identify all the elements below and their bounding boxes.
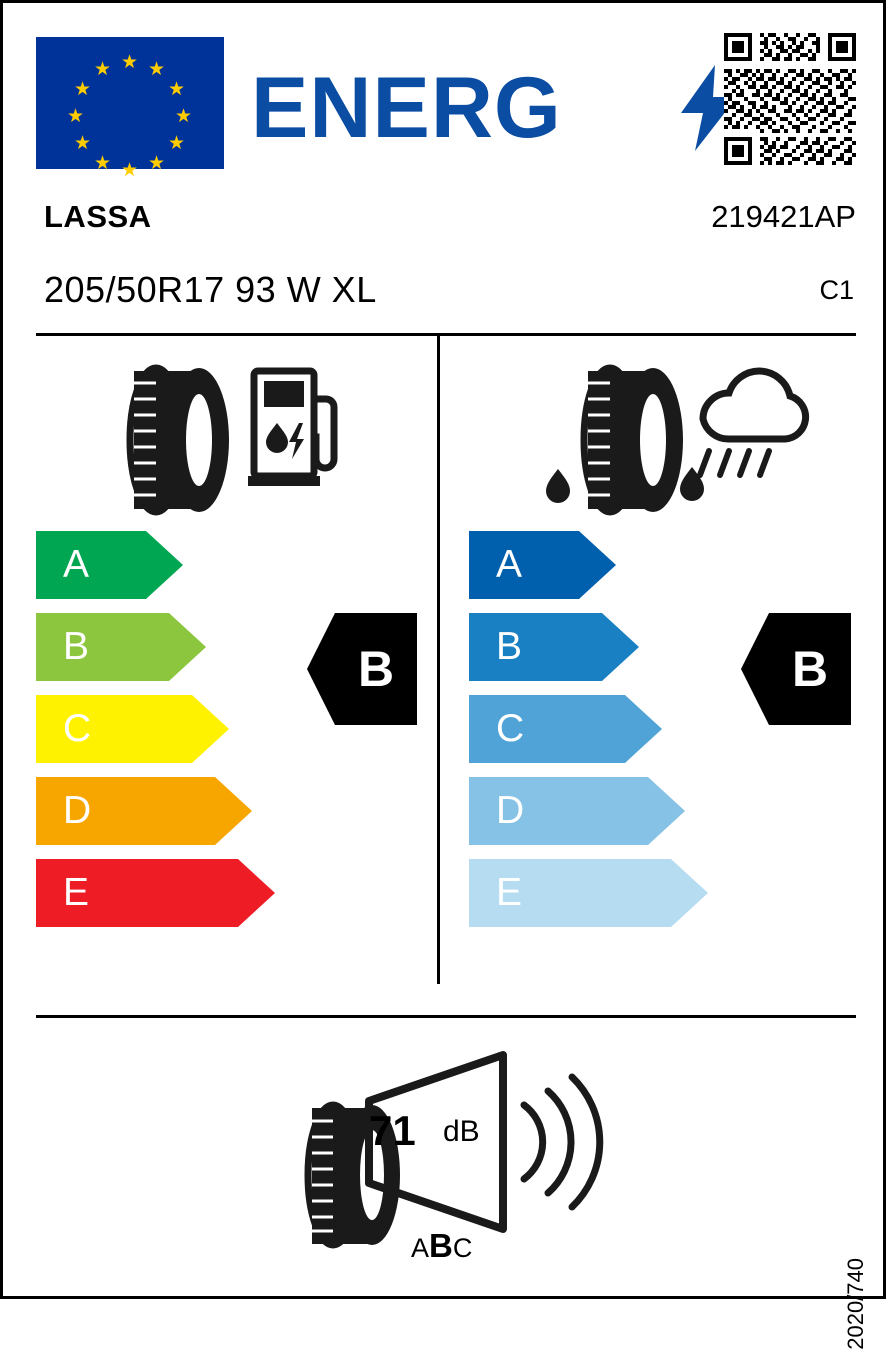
grade-label: D [496, 789, 525, 832]
noise-class-a: A [411, 1233, 430, 1263]
tyre-class: C1 [819, 275, 854, 305]
qr-code-icon [724, 33, 856, 165]
tyre-size: 205/50R17 93 W XL [44, 269, 377, 310]
grade-label: E [63, 871, 90, 914]
rain-cloud-icon [700, 371, 806, 475]
fuel-efficiency-selected-marker [307, 613, 417, 725]
brand-row [36, 199, 856, 245]
brand-name: LASSA [44, 199, 152, 234]
divider-top [36, 333, 856, 336]
grade-label: A [496, 543, 523, 586]
grade-label: B [63, 625, 90, 668]
tyre-icon [130, 368, 229, 512]
fuel-pump-icon [248, 371, 334, 486]
product-code: 219421AP [711, 199, 856, 234]
page-title: ENERG [251, 60, 562, 156]
noise-value: 71 [369, 1107, 416, 1154]
tyre-wet-icon [546, 368, 704, 512]
eu-flag-icon: ★ ★ ★ ★ ★ ★ ★ ★ ★ ★ ★ ★ [36, 37, 224, 169]
size-row [36, 269, 856, 319]
pictogram-row [3, 355, 889, 525]
divider-bottom [36, 1015, 856, 1018]
wet-grip-selected-marker [741, 613, 851, 725]
selected-grade: B [357, 641, 395, 697]
grade-label: B [496, 625, 523, 668]
noise-unit: dB [443, 1115, 480, 1148]
noise-class-scale [411, 1227, 472, 1265]
grade-label: E [496, 871, 523, 914]
grade-label: C [496, 707, 525, 750]
grade-label: D [63, 789, 92, 832]
grade-label: C [63, 707, 92, 750]
grade-label: A [63, 543, 90, 586]
noise-class-c: C [452, 1233, 473, 1263]
noise-class-b: B [429, 1227, 453, 1264]
regulation-reference: 2020/740 [843, 1258, 868, 1350]
label-header [36, 33, 856, 181]
selected-grade: B [791, 641, 829, 697]
